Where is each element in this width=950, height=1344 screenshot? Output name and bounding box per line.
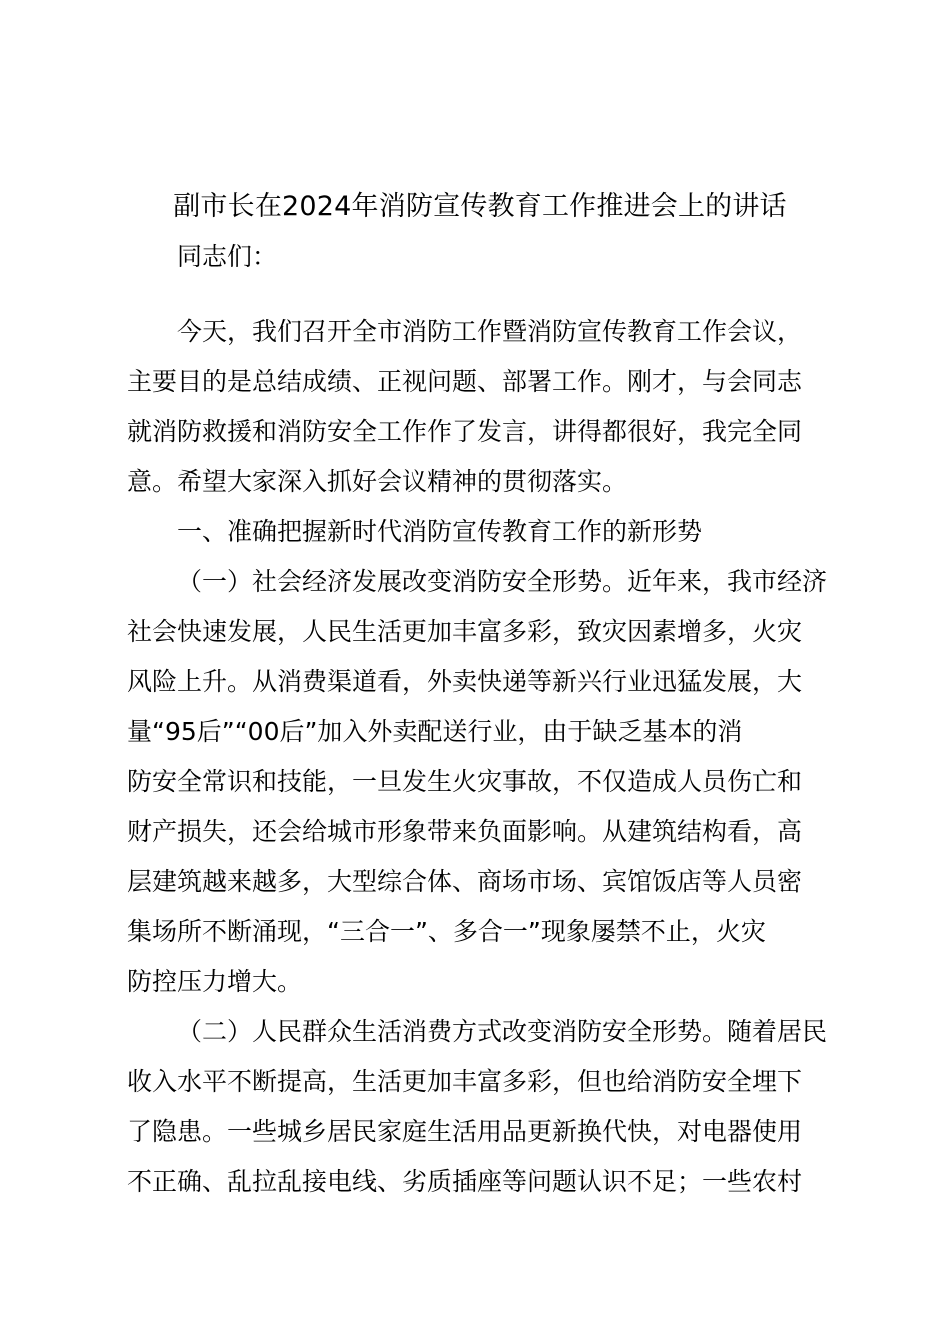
section-heading-text: 一、准确把握新时代消防宣传教育工作的新形势 [177, 517, 703, 546]
paragraph-line: 量“95后”“00后”加入外卖配送行业，由于缺乏基本的消 [127, 717, 743, 746]
paragraph-intro [127, 307, 833, 507]
paragraph-line: 防控压力增大。 [127, 967, 303, 996]
paragraph-line: 主要目的是总结成绩、正视问题、部署工作。刚才，与会同志 [127, 367, 803, 396]
paragraph-line: （一）社会经济发展改变消防安全形势。近年来，我市经济 [177, 567, 828, 596]
paragraph-line: 层建筑越来越多，大型综合体、商场市场、宾馆饭店等人员密 [127, 867, 803, 896]
paragraph-line: 社会快速发展，人民生活更加丰富多彩，致灾因素增多，火灾 [127, 617, 803, 646]
paragraph-line: 防安全常识和技能，一旦发生火灾事故，不仅造成人员伤亡和 [127, 767, 803, 796]
paragraph-consumption [127, 1007, 833, 1207]
spacer [127, 282, 833, 307]
paragraph-line: 今天，我们召开全市消防工作暨消防宣传教育工作会议， [177, 317, 803, 346]
paragraph-social-economy [127, 557, 833, 1007]
section-heading-1 [127, 507, 833, 557]
paragraph-line: 集场所不断涌现，“三合一”、多合一”现象屡禁不止，火灾 [127, 917, 766, 946]
paragraph-line: 风险上升。从消费渠道看，外卖快递等新兴行业迅猛发展，大 [127, 667, 803, 696]
paragraph-line: （二）人民群众生活消费方式改变消防安全形势。随着居民 [177, 1017, 828, 1046]
paragraph-line: 财产损失，还会给城市形象带来负面影响。从建筑结构看，高 [127, 817, 803, 846]
salutation: 同志们： [177, 242, 278, 271]
document-title: 副市长在2024年消防宣传教育工作推进会上的讲话 [173, 191, 787, 222]
paragraph-line: 不正确、乱拉乱接电线、劣质插座等问题认识不足；一些农村 [127, 1167, 803, 1196]
paragraph-line: 就消防救援和消防安全工作作了发言，讲得都很好，我完全同 [127, 417, 803, 446]
paragraph-line: 了隐患。一些城乡居民家庭生活用品更新换代快，对电器使用 [127, 1117, 803, 1146]
paragraph-line: 意。希望大家深入抓好会议精神的贯彻落实。 [127, 467, 628, 496]
paragraph-line: 收入水平不断提高，生活更加丰富多彩，但也给消防安全埋下 [127, 1067, 803, 1096]
document-page [127, 182, 833, 1207]
